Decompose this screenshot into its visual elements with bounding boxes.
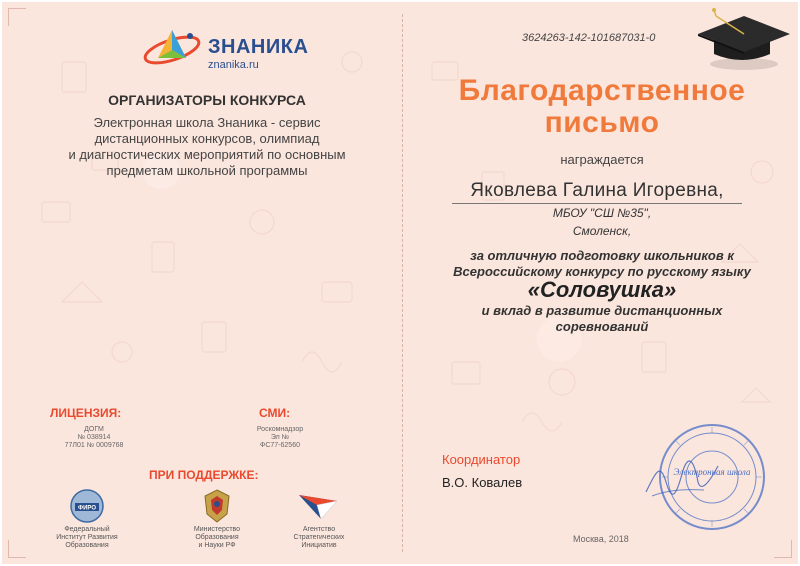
recipient-name: Яковлева Галина Игоревна, (470, 180, 724, 201)
caption-line: Инициатив (301, 542, 337, 549)
recipient-school: МБОУ "СШ №35", (552, 206, 652, 220)
organizers-desc-line: дистанционных конкурсов, олимпиад (94, 131, 320, 146)
corner-ornament (8, 8, 26, 26)
supporter-firo (42, 488, 132, 550)
asi-emblem-icon (274, 488, 364, 524)
caption-line: Министерство (193, 526, 241, 533)
reason-line: соревнований (555, 319, 649, 334)
support-title: ПРИ ПОДДЕРЖКЕ: (149, 468, 259, 482)
stamp-text: Электронная школа (673, 467, 751, 477)
media-title: СМИ: (259, 406, 291, 420)
ministry-emblem-icon (172, 488, 262, 524)
organizers-title: ОРГАНИЗАТОРЫ КОНКУРСА (108, 92, 306, 108)
organizers-desc-line: Электронная школа Знаника - сервис (93, 115, 321, 130)
organizers-desc-line: предметам школьной программы (106, 163, 308, 178)
recipient-city: Смоленск, (572, 224, 632, 238)
coordinator-label: Координатор (442, 452, 521, 467)
corner-ornament (774, 540, 792, 558)
organizers-description (22, 115, 392, 179)
supporter-caption (172, 526, 262, 550)
supporter-ministry (172, 488, 262, 550)
reason-line: Всероссийскому конкурсу по русскому языку (453, 264, 751, 279)
license-line: № 038914 (77, 434, 111, 441)
media-line: Эл № (270, 434, 290, 441)
organizers-desc-line: и диагностических мероприятий по основным (68, 147, 346, 162)
graduation-cap-icon (692, 8, 792, 78)
license-details (64, 426, 124, 450)
coordinator-signature (642, 452, 722, 502)
caption-line: Агентство (302, 526, 336, 533)
media-details (245, 426, 315, 450)
caption-line: Стратегических (293, 534, 345, 541)
caption-line: Образования (195, 534, 239, 541)
znanika-logo-icon (142, 24, 204, 74)
media-line: ФС77-62560 (260, 442, 300, 449)
corner-ornament (8, 540, 26, 558)
supporter-asi (274, 488, 364, 550)
recipient-underline (452, 203, 742, 204)
caption-line: Образования (65, 542, 109, 549)
logo-name: ЗНАНИКА (208, 36, 309, 58)
coordinator-name: В.О. Ковалев (442, 475, 523, 490)
page-divider (402, 14, 403, 552)
firo-emblem-icon (42, 488, 132, 524)
license-title: ЛИЦЕНЗИЯ: (50, 406, 122, 420)
letter-title-line1: Благодарственное (458, 74, 746, 107)
supporter-caption (274, 526, 364, 550)
caption-line: Федеральный (64, 526, 110, 533)
awarded-label: награждается (560, 152, 644, 167)
letter-title-line2: письмо (544, 106, 660, 139)
place-and-year: Москва, 2018 (573, 534, 629, 544)
firo-emblem-label: ФИРО (77, 505, 97, 512)
reason-line: и вклад в развитие дистанционных (481, 303, 723, 318)
supporter-caption (42, 526, 132, 550)
certificate-number: 3624263-142-101687031-0 (522, 32, 656, 44)
znanika-logo (142, 24, 312, 74)
contest-name: «Соловушка» (527, 277, 677, 302)
license-line: ДОГМ (84, 426, 104, 433)
caption-line: Институт Развития (56, 534, 118, 541)
logo-site: znanika.ru (208, 59, 259, 71)
media-line: Роскомнадзор (256, 426, 304, 433)
caption-line: и Науки РФ (198, 542, 236, 549)
license-line: 77Л01 № 0009768 (64, 442, 124, 449)
reason-line: за отличную подготовку школьников к (470, 248, 734, 263)
